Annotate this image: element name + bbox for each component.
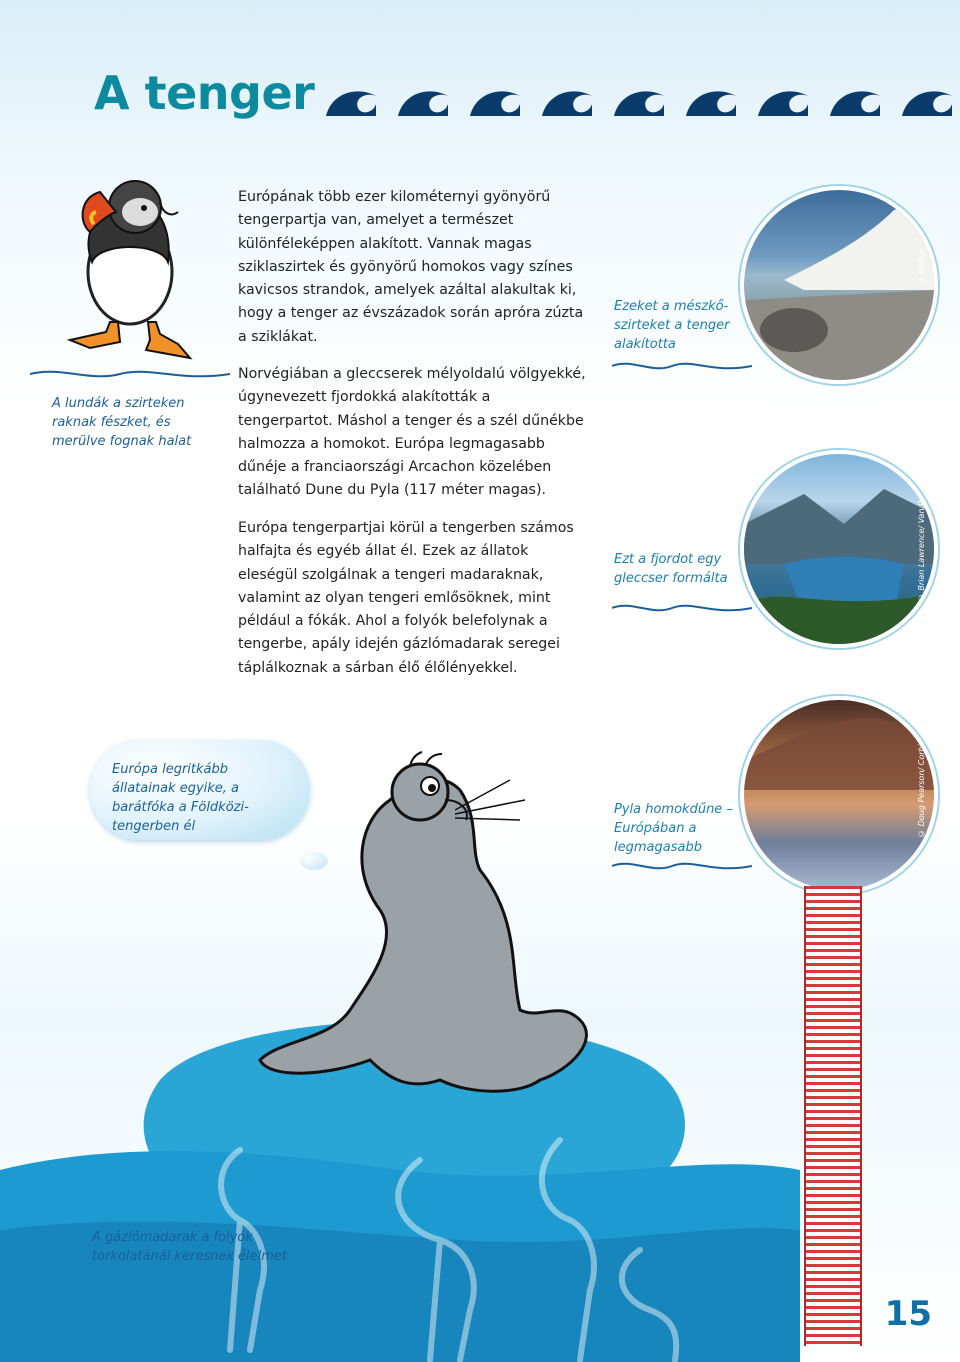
cliffs-caption: Ezeket a mészkő-szirteket a tenger alakította [614, 299, 730, 352]
wave-icon [614, 91, 664, 116]
fjord-caption: Ezt a fjordot egy gleccser formálta [614, 552, 728, 586]
dune-photo [740, 696, 938, 894]
decorative-line [30, 364, 230, 384]
dune-caption: Pyla homokdűne – Európában a legmagasabb [614, 802, 733, 855]
page-number: 15 [884, 1294, 932, 1334]
puffin-illustration [50, 172, 210, 372]
decorative-line [612, 598, 752, 618]
paragraph-coastline: Európának több ezer kilométernyi gyönyörű tengerpartja van, amelyet a természet különféleképpen alakított. Vannak magas sziklaszirtek és gyönyörű homokos vagy színes kavicsos strandok, amelyek azáltal alakultak ki, hogy a tenger az évszázadok során apróra zúzta a sziklákat. [238, 189, 584, 345]
dune-height-ruler [804, 886, 862, 1346]
cliffs-photo [740, 186, 938, 384]
decorative-line [612, 356, 752, 376]
wave-icon [398, 91, 448, 116]
seal-caption: Európa legritkább állatainak egyike, a barátfóka a Földközi-tengerben él [112, 762, 249, 834]
wave-decoration [318, 82, 958, 122]
puffin-caption: A lundák a szirteken raknak fészket, és merülve fognak halat [52, 396, 192, 449]
wave-icon [686, 91, 736, 116]
paragraph-fjords: Norvégiában a gleccserek mélyoldalú völgyekké, úgynevezett fjordokká alakították a tengerpartot. Máshol a tenger és a szél dűnékbe halmozza a homokot. Európa legmagasabb dűnéje a franciaországi Arcachon közelében található Dune du Pyla (117 méter magas). [238, 366, 586, 499]
page-title: A tenger [94, 66, 315, 120]
seal-illustration [240, 740, 620, 1120]
waders-caption: A gázlómadarak a folyók torkolatánál keresnek élelmet [92, 1230, 287, 1264]
cliffs-credit: © Röttig [917, 250, 926, 286]
wave-icon [758, 91, 808, 116]
wave-icon [326, 91, 376, 116]
dune-credit: © Doug Pearson/ Corbis [917, 740, 926, 838]
wave-icon [902, 91, 952, 116]
wave-icon [542, 91, 592, 116]
wave-icon [830, 91, 880, 116]
wave-icon [470, 91, 520, 116]
paragraph-wildlife: Európa tengerpartjai körül a tengerben számos halfajta és egyéb állat él. Ezek az állatok eleségül szolgálnak a tengeri madaraknak, valamint az olyan tengeri emlősöknek, mint például a fókák. Ahol a folyók belefolynak a tengerbe, apály idején gázlómadarak seregei táplálkoznak a sárban élő élőlényekkel. [238, 520, 574, 676]
fjord-photo [740, 450, 938, 648]
decorative-line [612, 856, 752, 876]
fjord-credit: © Brian Lawrence/ Van Parys [917, 484, 926, 603]
